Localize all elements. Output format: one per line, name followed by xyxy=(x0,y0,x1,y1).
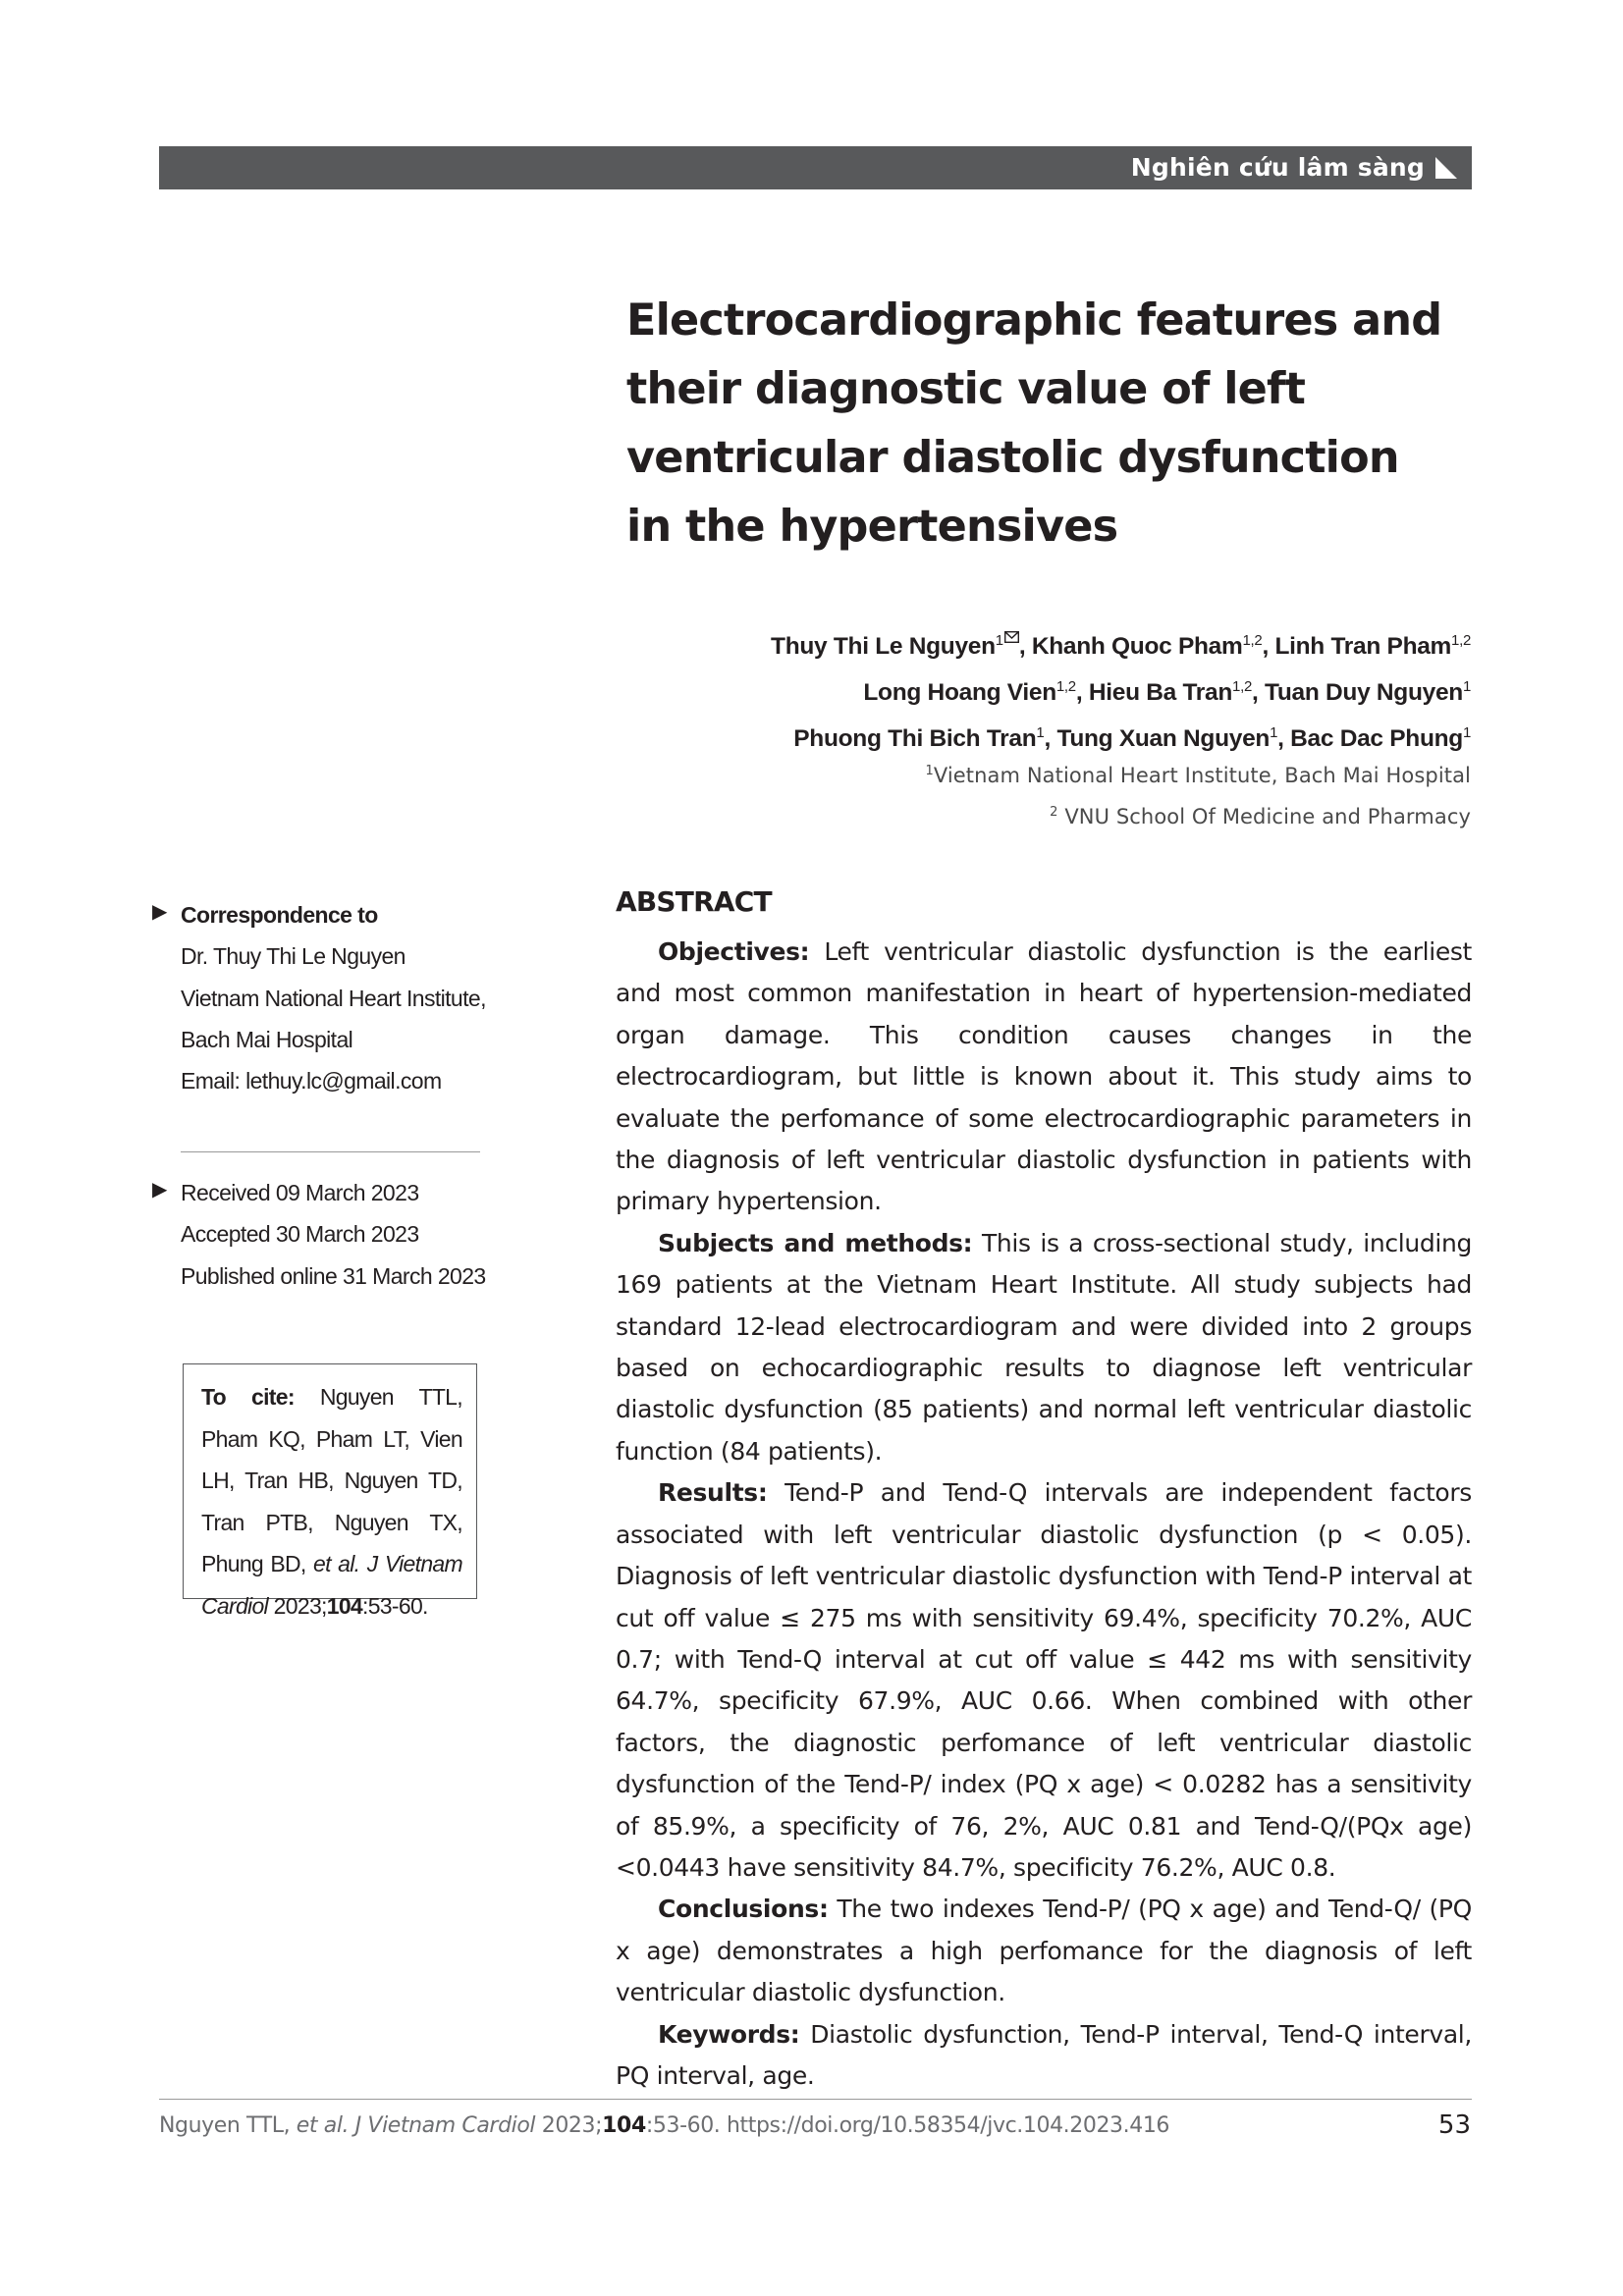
correspondence-institution: Bach Mai Hospital xyxy=(181,1026,353,1052)
footer-volume: 104 xyxy=(602,2113,646,2138)
title-line: in the hypertensives xyxy=(626,502,1118,552)
footer-authors: Nguyen TTL, xyxy=(159,2113,291,2138)
abstract-results xyxy=(616,1472,1472,1889)
conclusions-label: Conclusions: xyxy=(658,1895,829,1924)
author-list xyxy=(725,623,1471,762)
author-line: Phuong Thi Bich Tran$^1$, Tung Xuan Nguyen$^1$, Bac Dac Phung$^1$ xyxy=(793,723,1471,752)
methods-text: This is a cross-sectional study, including 169 patients at the Vietnam Heart Institute. All study subjects had standard 12-lead electrocardiogram and were divided into 2 groups based on echocardiographic results to diagnose left ventricular diastolic dysfunction (85 patients) and normal left ventricular diastolic function (84 patients). xyxy=(616,1228,1472,1466)
results-text: Tend-P and Tend-Q intervals are independent factors associated with left ventricular diastolic dysfunction (p < 0.05). Diagnosis of left ventricular diastolic dysfunction with Tend-P interval at cut off value ≤ 275 ms with sensitivity 69.4%, specificity 70.2%, AUC 0.7; with Tend-Q interval at cut off value ≤ 442 ms with sensitivity 64.7%, specificity 67.9%, AUC 0.66. When combined with other factors, the diagnostic perfomance of left ventricular diastolic dysfunction of the Tend-P/ index (PQ x age) < 0.0282 has a sensitivity of 85.9%, a specificity of 76, 2%, AUC 0.81 and Tend-Q/(PQx age) <0.0443 have sensitivity 84.7%, specificity 76.2%, AUC 0.8. xyxy=(616,1478,1472,1882)
section-header-bar xyxy=(159,146,1472,189)
author-affiliation-sup: 1 xyxy=(1036,723,1045,741)
received-date: Received 09 March 2023 xyxy=(181,1180,419,1205)
article-title xyxy=(626,287,1442,561)
abstract-keywords xyxy=(616,2014,1472,2098)
cite-authors: Nguyen TTL, Pham KQ, Pham LT, Vien LH, Tran HB, Nguyen TD, Tran PTB, Nguyen TX, Phung BD, xyxy=(201,1384,462,1576)
section-label: Nghiên cứu lâm sàng xyxy=(1130,153,1425,182)
author-affiliation-sup: 1 xyxy=(1462,677,1471,695)
published-date: Published online 31 March 2023 xyxy=(181,1262,486,1289)
affiliation xyxy=(725,805,1471,828)
accepted-date: Accepted 30 March 2023 xyxy=(181,1221,419,1248)
results-label: Results: xyxy=(658,1478,768,1508)
conclusions-text: The two indexes Tend-P/ (PQ x age) and Tend-Q/ (PQ x age) demonstrates a high perfomance for the diagnosis of left ventricular diastolic dysfunction. xyxy=(616,1895,1472,2007)
abstract-conclusions xyxy=(616,1889,1472,2013)
objectives-text: Left ventricular diastolic dysfunction is the earliest and most common manifestation in heart of hypertension-mediated organ damage. This condition causes changes in the electrocardiogram, but little is known about it. This study aims to evaluate the perfomance of some electrocardiographic parameters in the diagnosis of left ventricular diastolic dysfunction in patients with primary hypertension. xyxy=(616,937,1472,1216)
citation-text xyxy=(201,1376,462,1627)
footer-etal: et al. xyxy=(296,2113,350,2138)
abstract-heading: ABSTRACT xyxy=(616,885,772,918)
footer-journal: J Vietnam Cardiol xyxy=(354,2113,536,2138)
cite-volume: 104 xyxy=(326,1592,363,1619)
author-line: Thuy Thi Le Nguyen$^1$ , Khanh Quoc Pham$^{1,2}$, Linh Tran Pham$^{1,2}$ xyxy=(771,631,1471,660)
author-affiliation-sup: 1,2 xyxy=(1055,677,1076,695)
abstract-body xyxy=(616,932,1472,2097)
title-line: Electrocardiographic features and xyxy=(626,295,1442,346)
author-affiliation-sup: 1,2 xyxy=(1451,631,1471,649)
author-affiliation-sup: 1,2 xyxy=(1242,631,1263,649)
author-name: Linh Tran Pham xyxy=(1274,633,1452,660)
envelope-icon xyxy=(1004,631,1019,643)
footer-divider xyxy=(159,2099,1472,2100)
cite-journal: J Vietnam Cardiol xyxy=(201,1551,462,1619)
objectives-label: Objectives: xyxy=(658,937,810,966)
page-number: 53 xyxy=(1437,2110,1471,2140)
cite-label: To cite: xyxy=(201,1384,295,1410)
footer-doi[interactable]: :53-60. https://doi.org/10.58354/jvc.104.2023.416 xyxy=(645,2113,1170,2138)
author-name: Phuong Thi Bich Tran xyxy=(793,725,1037,752)
author-affiliation-sup: 1 xyxy=(1462,723,1471,741)
affiliation-text: VNU School Of Medicine and Pharmacy xyxy=(1064,805,1471,828)
author-name: Bac Dac Phung xyxy=(1290,725,1463,752)
cite-etal: et al. xyxy=(313,1551,360,1576)
correspondence-name: Dr. Thuy Thi Le Nguyen xyxy=(181,943,406,970)
affiliation-sup: 2 xyxy=(1050,805,1058,820)
correspondence-institution: Vietnam National Heart Institute, xyxy=(181,985,486,1011)
affiliation xyxy=(725,764,1471,787)
correspondence-email[interactable]: Email: lethuy.lc@gmail.com xyxy=(181,1068,442,1095)
footer-year: 2023; xyxy=(541,2113,603,2138)
author-name: Tung Xuan Nguyen xyxy=(1056,725,1271,752)
affiliation-text: Vietnam National Heart Institute, Bach Mai Hospital xyxy=(933,764,1471,787)
cite-pages: :53-60. xyxy=(362,1592,428,1619)
title-line: ventricular diastolic dysfunction xyxy=(626,433,1399,483)
triangle-bullet-icon: ▶ xyxy=(152,1179,167,1201)
citation-box xyxy=(183,1363,477,1619)
author-name: Thuy Thi Le Nguyen xyxy=(771,633,996,660)
author-affiliation-sup: 1 xyxy=(995,631,1003,649)
author-name: Long Hoang Vien xyxy=(863,679,1056,706)
author-affiliation-sup: 1,2 xyxy=(1232,677,1252,695)
correspondence-heading: Correspondence to xyxy=(181,902,378,928)
keywords-text: Diastolic dysfunction, Tend-P interval, Tend-Q interval, PQ interval, age. xyxy=(616,2019,1472,2090)
title-line: their diagnostic value of left xyxy=(626,364,1306,414)
author-line: Long Hoang Vien$^{1,2}$, Hieu Ba Tran$^{1,2}$, Tuan Duy Nguyen$^1$ xyxy=(863,677,1471,706)
cite-year: 2023; xyxy=(273,1592,327,1619)
author-name: Tuan Duy Nguyen xyxy=(1265,679,1463,706)
abstract-methods xyxy=(616,1223,1472,1472)
keywords-label: Keywords: xyxy=(658,2019,800,2049)
abstract-objectives xyxy=(616,932,1472,1223)
affiliation-sup: 1 xyxy=(925,764,934,778)
author-name: Khanh Quoc Pham xyxy=(1031,633,1243,660)
triangle-bullet-icon: ▶ xyxy=(152,901,167,923)
sidebar-divider xyxy=(181,1151,480,1152)
corner-triangle-icon xyxy=(1434,156,1458,180)
author-name: Hieu Ba Tran xyxy=(1088,679,1233,706)
footer-citation xyxy=(159,2113,1169,2138)
author-affiliation-sup: 1 xyxy=(1270,723,1278,741)
methods-label: Subjects and methods: xyxy=(658,1228,973,1257)
